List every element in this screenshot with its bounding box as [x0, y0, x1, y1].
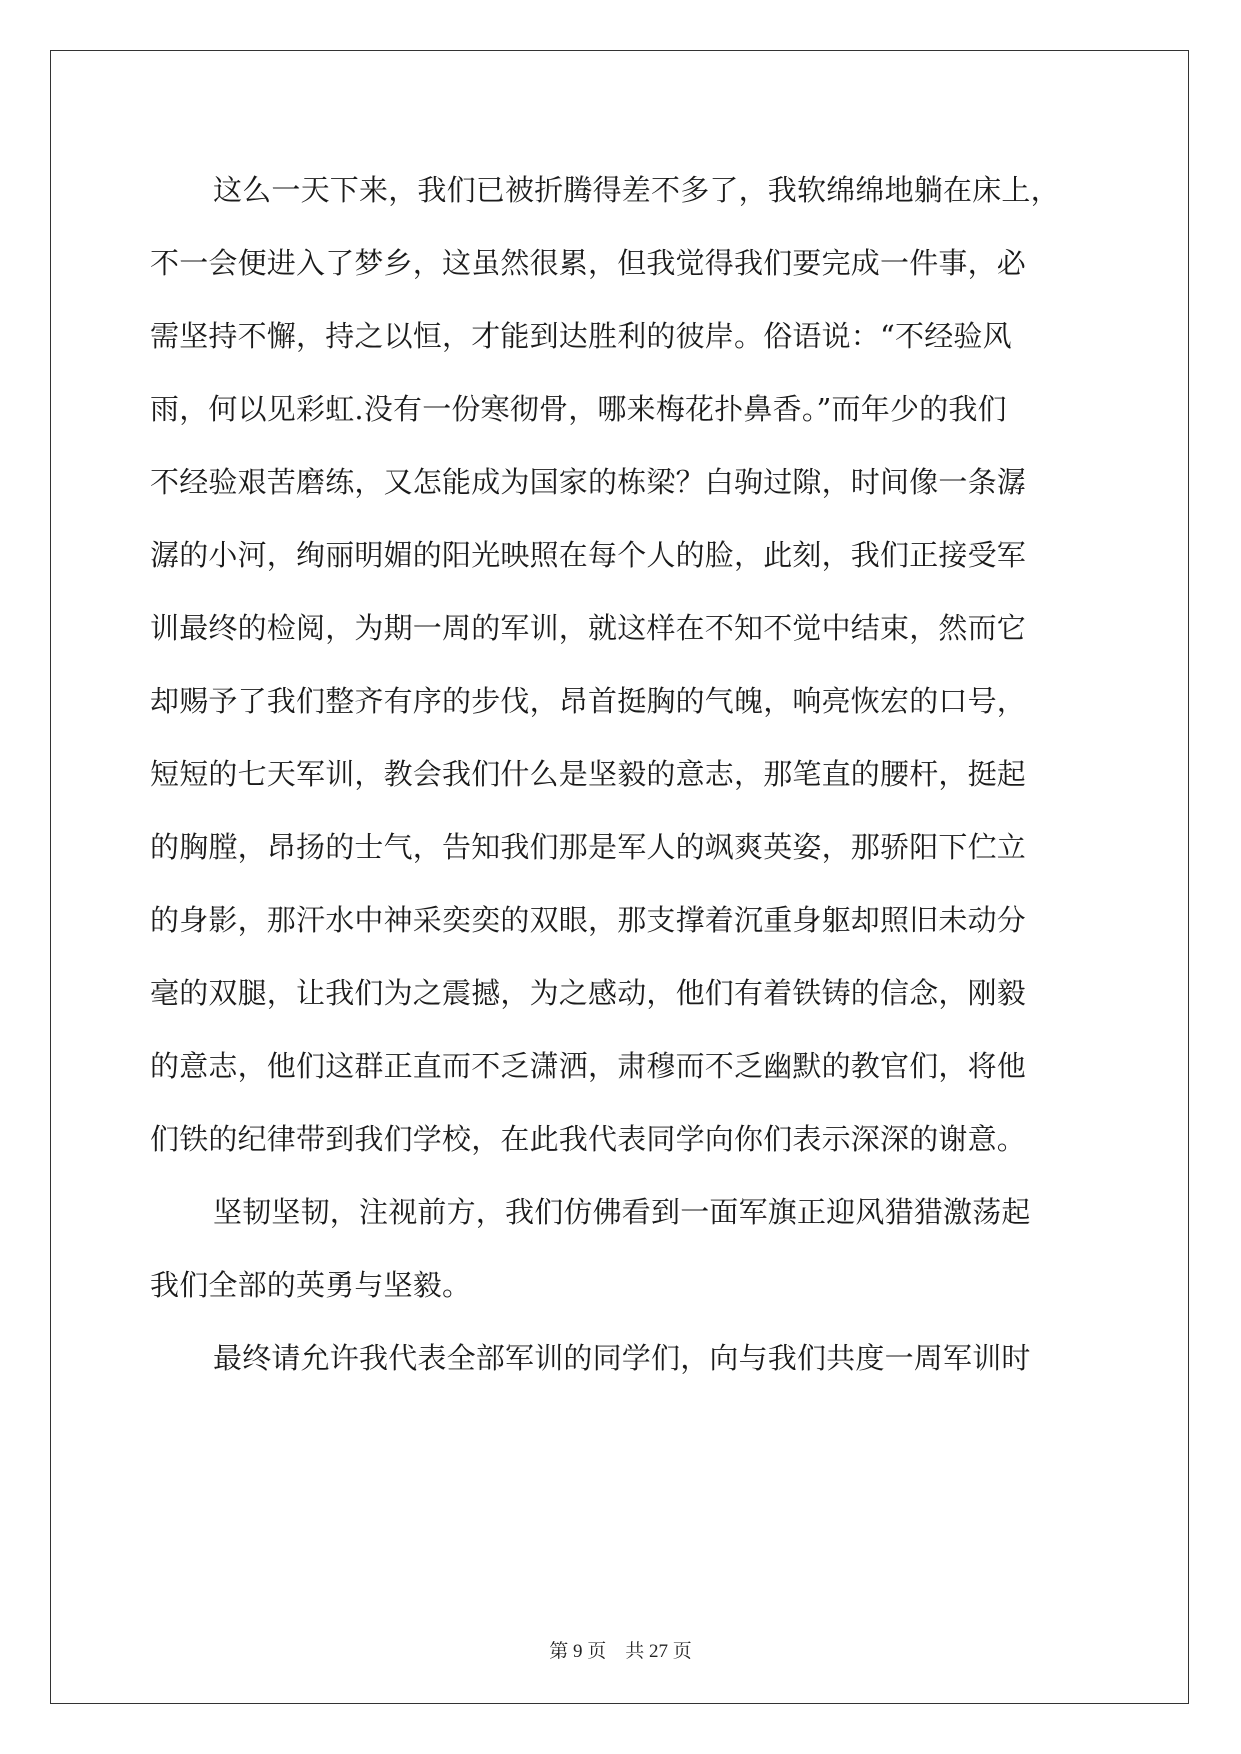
text-line: 毫的双腿，让我们为之震撼，为之感动，他们有着铁铸的信念，刚毅	[150, 976, 1027, 1010]
page-border	[50, 50, 1189, 1704]
text-line: 却赐予了我们整齐有序的步伐，昂首挺胸的气魄，响亮恢宏的口号，	[150, 684, 1027, 718]
text-line: 最终请允许我代表全部军训的同学们，向与我们共度一周军训时	[213, 1341, 1031, 1375]
page-number-footer: 第 9 页 共 27 页	[549, 1641, 692, 1662]
text-line: 需坚持不懈，持之以恒，才能到达胜利的彼岸。俗语说：“不经验风	[150, 319, 1012, 353]
text-line: 雨，何以见彩虹.没有一份寒彻骨，哪来梅花扑鼻香。”而年少的我们	[150, 392, 1007, 426]
text-line: 训最终的检阅，为期一周的军训，就这样在不知不觉中结束，然而它	[150, 611, 1027, 645]
text-line: 坚韧坚韧，注视前方，我们仿佛看到一面军旗正迎风猎猎激荡起	[213, 1195, 1031, 1229]
text-line: 的意志，他们这群正直而不乏潇洒，肃穆而不乏幽默的教官们，将他	[150, 1049, 1027, 1083]
text-line: 的身影，那汗水中神采奕奕的双眼，那支撑着沉重身躯却照旧未动分	[150, 903, 1027, 937]
text-line: 这么一天下来，我们已被折腾得差不多了，我软绵绵地躺在床上，	[213, 173, 1060, 207]
text-line: 我们全部的英勇与坚毅。	[150, 1268, 472, 1302]
text-line: 的胸膛，昂扬的士气，告知我们那是军人的飒爽英姿，那骄阳下伫立	[150, 830, 1027, 864]
text-line: 不一会便进入了梦乡，这虽然很累，但我觉得我们要完成一件事，必	[150, 246, 1027, 280]
text-line: 不经验艰苦磨练，又怎能成为国家的栋梁？白驹过隙，时间像一条潺	[150, 465, 1027, 499]
text-line: 短短的七天军训，教会我们什么是坚毅的意志，那笔直的腰杆，挺起	[150, 757, 1027, 791]
text-line: 们铁的纪律带到我们学校，在此我代表同学向你们表示深深的谢意。	[150, 1122, 1027, 1156]
text-line: 潺的小河，绚丽明媚的阳光映照在每个人的脸，此刻，我们正接受军	[150, 538, 1027, 572]
